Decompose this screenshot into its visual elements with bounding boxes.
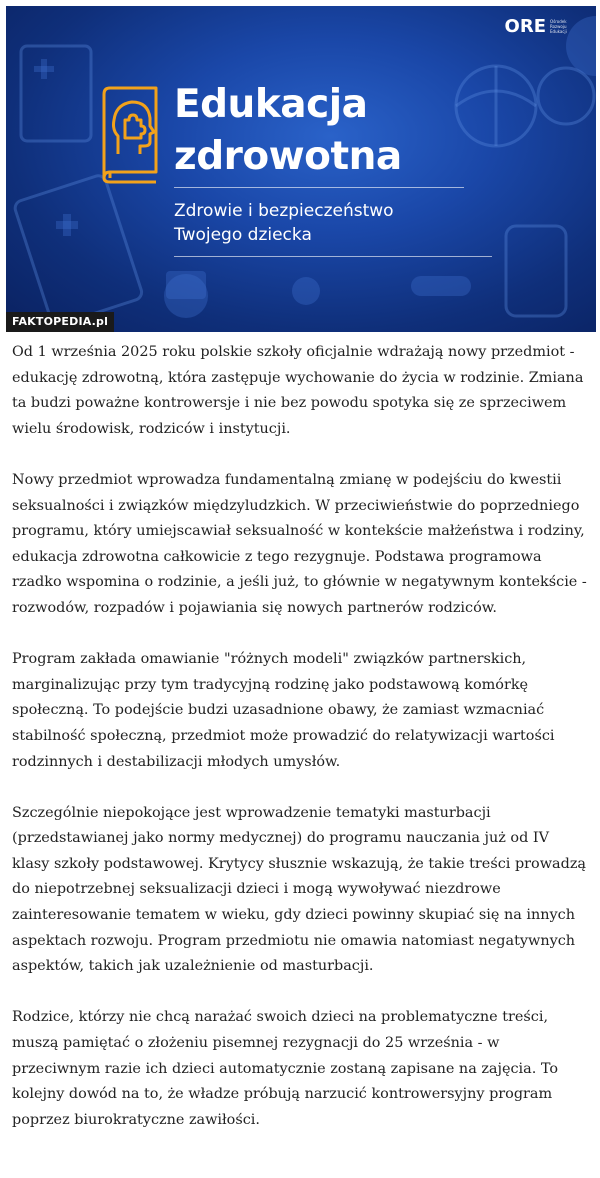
hero-title-line1: Edukacja [174,82,368,127]
ore-logo [505,16,574,37]
article-body [12,340,588,1159]
hero-subtitle-line2: Twojego dziecka [174,225,312,245]
logo-mark: ORE [504,16,546,37]
paragraph: Szczególnie niepokojące jest wprowadzenie tematyki masturbacji (przedstawianej jako normy medycznej) do programu nauczania już od IV klasy szkoły podstawowej. Krytycy słusznie wskazują, że takie treści prowadzą do niepotrzebnej seksualizacji dzieci i mogą wywoływać niezdrowe zainteresowanie tematem w wieku, gdy dzieci powinny skupiać się na innych aspektach rozwoju. Program przedmiotu nie omawia natomiast negatywnych aspektów, takich jak uzależnienie od masturbacji. [12,804,586,975]
hero-title-line2: zdrowotna [174,134,402,179]
divider [174,187,464,188]
hero-banner [6,6,596,332]
book-head-puzzle-icon [98,86,160,184]
hero-subtitle-line1: Zdrowie i bezpieczeństwo [174,201,394,221]
paragraph: Od 1 września 2025 roku polskie szkoły oficjalnie wdrażają nowy przedmiot - edukację zdrowotną, która zastępuje wychowanie do życia w rodzinie. Zmiana ta budzi poważne kontrowersje i nie bez powodu spotyka się ze sprzeciwem wielu środowisk, rodziców i instytucji. [12,344,584,437]
faktopedia-watermark[interactable]: FAKTOPEDIA.pl [6,312,114,332]
paragraph: Nowy przedmiot wprowadza fundamentalną zmianę w podejściu do kwestii seksualności i związków międzyludzkich. W przeciwieństwie do poprzedniego programu, który umiejscawiał seksualność w kontekście małżeństwa i rodziny, edukacja zdrowotna całkowicie z tego rezygnuje. Podstawa programowa rzadko wspomina o rodzinie, a jeśli już, to głównie w negatywnym kontekście - rozwodów, rozpadów i pojawiania się nowych partnerów rodziców. [12,471,587,616]
paragraph: Rodzice, którzy nie chcą narażać swoich dzieci na problematyczne treści, muszą pamiętać o złożeniu pisemnej rezygnacji do 25 września - w przeciwnym razie ich dzieci automatycznie zostaną zapisane na zajęcia. To kolejny dowód na to, że władze próbują narzucić kontrowersyjny program poprzez biurokratyczne zawiłości. [12,1009,559,1128]
divider [174,256,492,257]
logo-subtitle: Ośrodek Rozwoju Edukacji [550,19,567,34]
paragraph: Program zakłada omawianie "różnych modeli" związków partnerskich, marginalizując przy tym tradycyjną rodzinę jako podstawową komórkę społeczną. To podejście budzi uzasadnione obawy, że zamiast wzmacniać stabilność społeczną, przedmiot może prowadzić do relatywizacji wartości rodzinnych i destabilizacji młodych umysłów. [12,651,555,770]
